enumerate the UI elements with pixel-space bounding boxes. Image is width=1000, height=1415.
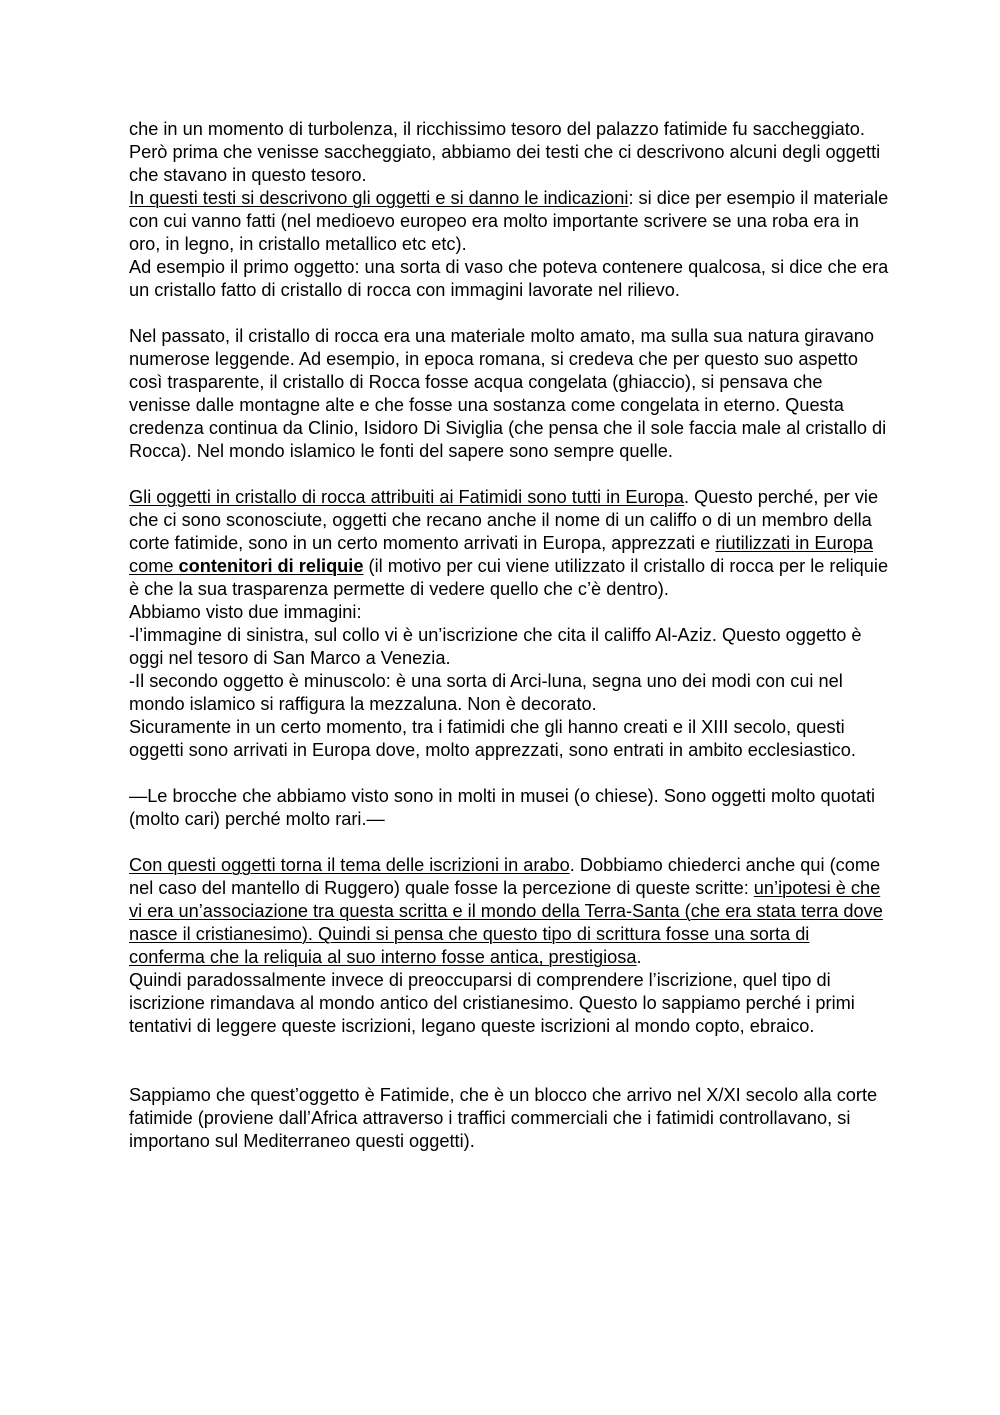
bold-underlined-phrase: contenitori di reliquie [178,556,364,576]
paragraph-fatimid-block: Sappiamo che quest’oggetto è Fatimide, che è un blocco che arrivo nel X/XI secolo alla corte fatimide (proviene dall’Africa attraverso i traffici commerciali che i fatimidi controllavano, si importano sul Mediterraneo questi oggetti). [129,1085,878,1151]
paragraph-spacer [129,831,889,854]
paragraph-paradox: Quindi paradossalmente invece di preoccuparsi di comprendere l’iscrizione, quel tipo di iscrizione rimandava al mondo antico del cristianesimo. Questo lo sappiamo perché i primi tentativi di leggere queste iscrizioni, legano queste iscrizioni al mondo copto, ebraico. [129,970,855,1036]
paragraph-texts-describe [129,187,889,256]
paragraph-second-object: -Il secondo oggetto è minuscolo: è una sorta di Arci-luna, segna uno dei modi con cui nel mondo islamico si raffigura la mezzaluna. Non è decorato. [129,671,843,714]
paragraph-first-object: Ad esempio il primo oggetto: una sorta di vaso che poteva contenere qualcosa, si dice che era un cristallo fatto di cristallo di rocca con immagini lavorate nel rilievo. [129,257,889,300]
paragraph-objects-in-europe [129,486,889,601]
paragraph-rock-crystal-legends: Nel passato, il cristallo di rocca era una materiale molto amato, ma sulla sua natura giravano numerose leggende. Ad esempio, in epoca romana, si credeva che per questo suo aspetto così trasparente, il cristallo di Rocca fosse acqua congelata (ghiaccio), si pensava che venisse dalle montagne alte e che fosse una sostanza come congelata in eterno. Questa credenza continua da Clinio, Isidoro Di Siviglia (che pensa che il sole faccia male al cristallo di Rocca). Nel mondo islamico le fonti del sapere sono sempre quelle. [129,326,887,461]
text-run: . Questo perché, per vie che ci sono sconosciute, oggetti che recano anche il nome di un califfo o di un membro della corte fatimide, sono in un certo momento arrivati in Europa, apprezzati e [129,487,879,553]
underlined-phrase: Con questi oggetti torna il tema delle iscrizioni in arabo [129,855,570,875]
underlined-phrase: Gli oggetti in cristallo di rocca attribuiti ai Fatimidi sono tutti in Europa [129,487,684,507]
paragraph-spacer [129,1038,889,1084]
paragraph-arabic-inscriptions [129,854,889,969]
paragraph-arrival-europe: Sicuramente in un certo momento, tra i fatimidi che gli hanno creati e il XIII secolo, questi oggetti sono arrivati in Europa dove, molto apprezzati, sono entrati in ambito ecclesiastico. [129,717,856,760]
text-run: . [636,947,642,967]
text-run: : si dice per esempio il materiale con cui vanno fatti (nel medioevo europeo era molto importante scrivere se una roba era in oro, in legno, in cristallo metallico etc etc). [129,188,889,254]
paragraph-spacer [129,302,889,325]
underlined-phrase: riutilizzati in Europa come [129,533,874,576]
text-run: (il motivo per cui viene utilizzato il cristallo di rocca per le reliquie è che la sua trasparenza permette di vedere quello che c’è dentro). [129,556,889,599]
paragraph-two-images: Abbiamo visto due immagini: [129,602,362,622]
paragraph-brocche-note: —Le brocche che abbiamo visto sono in molti in musei (o chiese). Sono oggetti molto quotati (molto cari) perché molto rari.— [129,786,876,829]
underlined-phrase: un’ipotesi è che vi era un’associazione tra questa scritta e il mondo della Terra-Santa (che era stata terra dove nasce il cristianesimo). Quindi si pensa che questo tipo di scrittura fosse una sorta di conferma che la reliquia al suo interno fosse antica, prestigiosa [129,878,883,967]
paragraph-spacer [129,762,889,785]
text-run: . Dobbiamo chiederci anche qui (come nel caso del mantello di Ruggero) quale fosse la percezione di queste scritte: [129,855,881,898]
paragraph-spacer [129,463,889,486]
paragraph-left-image: -l’immagine di sinistra, sul collo vi è un’iscrizione che cita il califfo Al-Aziz. Questo oggetto è oggi nel tesoro di San Marco a Venezia. [129,625,862,668]
document-page [129,118,889,1153]
paragraph-treasure-sacked: che in un momento di turbolenza, il ricchissimo tesoro del palazzo fatimide fu saccheggiato. Però prima che venisse saccheggiato, abbiamo dei testi che ci descrivono alcuni degli oggetti che stavano in questo tesoro. [129,119,881,185]
underlined-phrase: In questi testi si descrivono gli oggetti e si danno le indicazioni [129,188,629,208]
